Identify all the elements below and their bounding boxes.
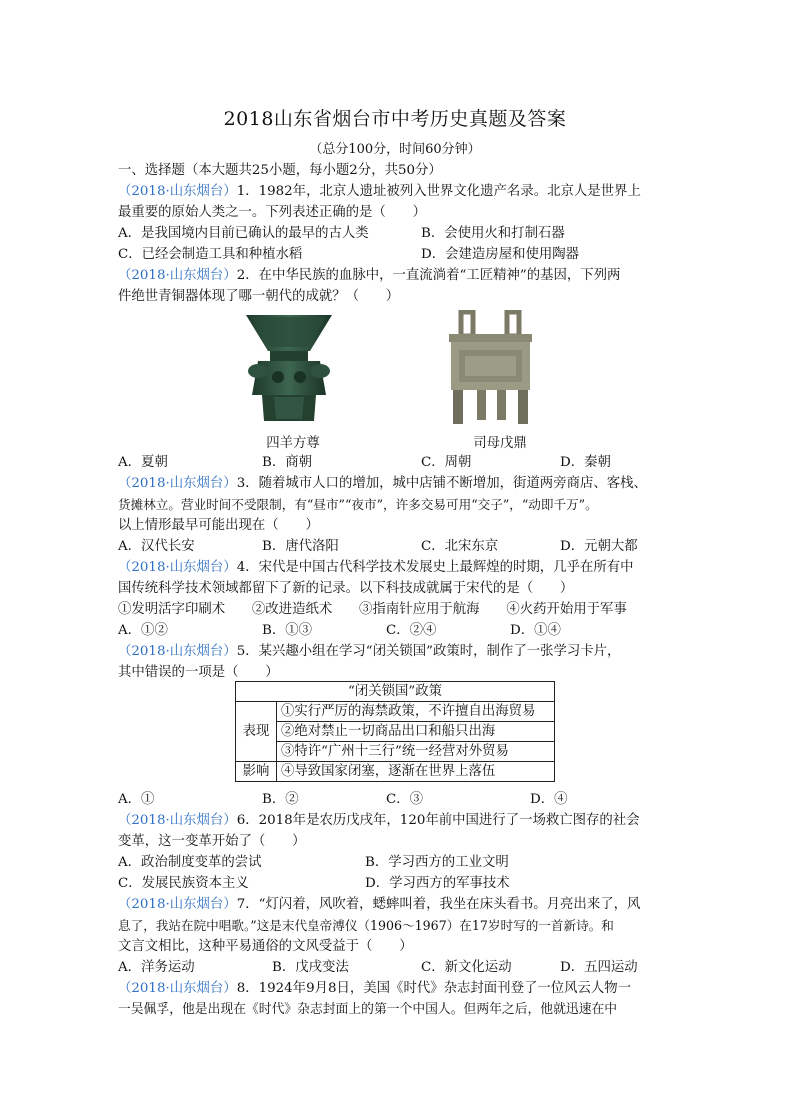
q2-option-d: D．秦朝 bbox=[560, 455, 611, 470]
question-3-line-1: （2018·山东烟台）3．随着城市人口的增加，城中店铺不断增加，街道两旁商店、客栈、 bbox=[118, 476, 647, 491]
q6-option-b: B．学习西方的工业文明 bbox=[365, 855, 509, 870]
question-2-line-2: 件绝世青铜器体现了哪一朝代的成就？（ ） bbox=[118, 289, 400, 304]
question-2-line-1: （2018·山东烟台）2．在中华民族的血脉中，一直流淌着“工匠精神”的基因，下列两 bbox=[118, 268, 621, 283]
question-5-line-1: （2018·山东烟台）5．某兴趣小组在学习“闭关锁国”政策时，制作了一张学习卡片， bbox=[118, 644, 621, 659]
q1-option-c: C．已经会制造工具和种植水稻 bbox=[118, 247, 303, 262]
simuwu-ding-image bbox=[443, 310, 538, 426]
caption-simuwu-ding: 司母戊鼎 bbox=[473, 436, 527, 451]
q4-option-d: D．①④ bbox=[510, 623, 561, 638]
question-5-line-2: 其中错误的一项是（ ） bbox=[118, 665, 279, 680]
question-8-line-2: 一吴佩孚，他是出现在《时代》杂志封面上的第一个中国人。但两年之后，他就迅速在中 bbox=[118, 1002, 618, 1017]
q4-option-b: B．①③ bbox=[262, 623, 313, 638]
card-row-3: ③特许“广州十三行”统一经营对外贸易 bbox=[277, 742, 555, 762]
q2-option-a: A．夏朝 bbox=[118, 455, 168, 470]
question-3-line-3: 以上情形最早可能出现在（ ） bbox=[118, 518, 319, 533]
question-3-line-2: 货摊林立。营业时间不受限制，有“昼市”“夜市”，许多交易可用“交子”，“动即千万”。 bbox=[118, 497, 598, 512]
question-4-line-1: （2018·山东烟台）4．宋代是中国古代科学技术发展史上最辉煌的时期，几乎在所有中 bbox=[118, 560, 634, 575]
q6-option-d: D．学习西方的军事技术 bbox=[365, 876, 510, 891]
q7-option-d: D．五四运动 bbox=[560, 960, 638, 975]
card-title: “闭关锁国”政策 bbox=[236, 682, 555, 702]
study-card-table bbox=[235, 681, 555, 782]
question-4-line-2: 国传统科学技术领域都留下了新的记录。以下科技成就属于宋代的是（ ） bbox=[118, 581, 574, 596]
question-8-line-1: （2018·山东烟台）8．1924年9月8日，美国《时代》杂志封面刊登了一位风云人物一 bbox=[118, 981, 632, 996]
q3-option-c: C．北宋东京 bbox=[421, 539, 499, 554]
q1-option-a: A．是我国境内目前已确认的最早的古人类 bbox=[118, 226, 369, 241]
q5-option-b: B．② bbox=[262, 792, 299, 807]
q7-option-b: B．戊戌变法 bbox=[272, 960, 349, 975]
q7-option-c: C．新文化运动 bbox=[421, 960, 512, 975]
q6-option-a: A．政治制度变革的尝试 bbox=[118, 855, 262, 870]
card-row-2: ②绝对禁止一切商品出口和船只出海 bbox=[277, 722, 555, 742]
four-ram-zun-image bbox=[244, 313, 334, 425]
q5-option-a: A．① bbox=[118, 792, 155, 807]
page-subtitle: （总分100分，时间60分钟） bbox=[309, 142, 481, 157]
question-1-line-2: 最重要的原始人类之一。下列表述正确的是（ ） bbox=[118, 205, 426, 220]
q1-option-d: D．会建造房屋和使用陶器 bbox=[421, 247, 580, 262]
q2-option-b: B．商朝 bbox=[262, 455, 313, 470]
question-6-line-2: 变革，这一变革开始了（ ） bbox=[118, 834, 306, 849]
question-4-items: ①发明活字印刷术 ②改进造纸术 ③指南针应用于航海 ④火药开始用于军事 bbox=[118, 602, 627, 617]
question-1-line-1: （2018·山东烟台）1．1982年，北京人遗址被列入世界文化遗产名录。北京人是世界上 bbox=[118, 184, 641, 199]
caption-four-ram-zun: 四羊方尊 bbox=[266, 436, 320, 451]
card-row-1: ①实行严厉的海禁政策，不许擅自出海贸易 bbox=[277, 702, 555, 722]
q5-option-d: D．④ bbox=[530, 792, 568, 807]
card-label-manifestation: 表现 bbox=[236, 702, 277, 762]
q4-option-a: A．①② bbox=[118, 623, 168, 638]
question-7-line-3: 文言文相比，这种平易通俗的文风受益于（ ） bbox=[118, 939, 413, 954]
question-7-line-1: （2018·山东烟台）7．“灯闪着，风吹着，蟋蟀叫着，我坐在床头看书。月亮出来了，风 bbox=[118, 897, 641, 912]
source-tag: （2018·山东烟台） bbox=[118, 184, 237, 199]
q3-option-b: B．唐代洛阳 bbox=[262, 539, 339, 554]
card-row-4: ④导致国家闭塞，逐渐在世界上落伍 bbox=[277, 762, 555, 782]
q2-option-c: C．周朝 bbox=[421, 455, 472, 470]
section-heading: 一、选择题（本大题共25小题，每小题2分，共50分） bbox=[118, 163, 442, 178]
q5-option-c: C．③ bbox=[386, 792, 424, 807]
q3-option-a: A．汉代长安 bbox=[118, 539, 195, 554]
q7-option-a: A．洋务运动 bbox=[118, 960, 195, 975]
question-7-line-2: 息了，我站在院中唱歌。”这是末代皇帝溥仪（1906～1967）在17岁时写的一首新诗。和 bbox=[118, 918, 614, 933]
q3-option-d: D．元朝大都 bbox=[560, 539, 638, 554]
page-title: 2018山东省烟台市中考历史真题及答案 bbox=[223, 108, 567, 130]
q1-option-b: B．会使用火和打制石器 bbox=[421, 226, 565, 241]
q6-option-c: C．发展民族资本主义 bbox=[118, 876, 249, 891]
question-6-line-1: （2018·山东烟台）6．2018年是农历戊戌年，120年前中国进行了一场救亡图存的社会 bbox=[118, 813, 640, 828]
q4-option-c: C．②④ bbox=[386, 623, 437, 638]
card-label-impact: 影响 bbox=[236, 762, 277, 782]
